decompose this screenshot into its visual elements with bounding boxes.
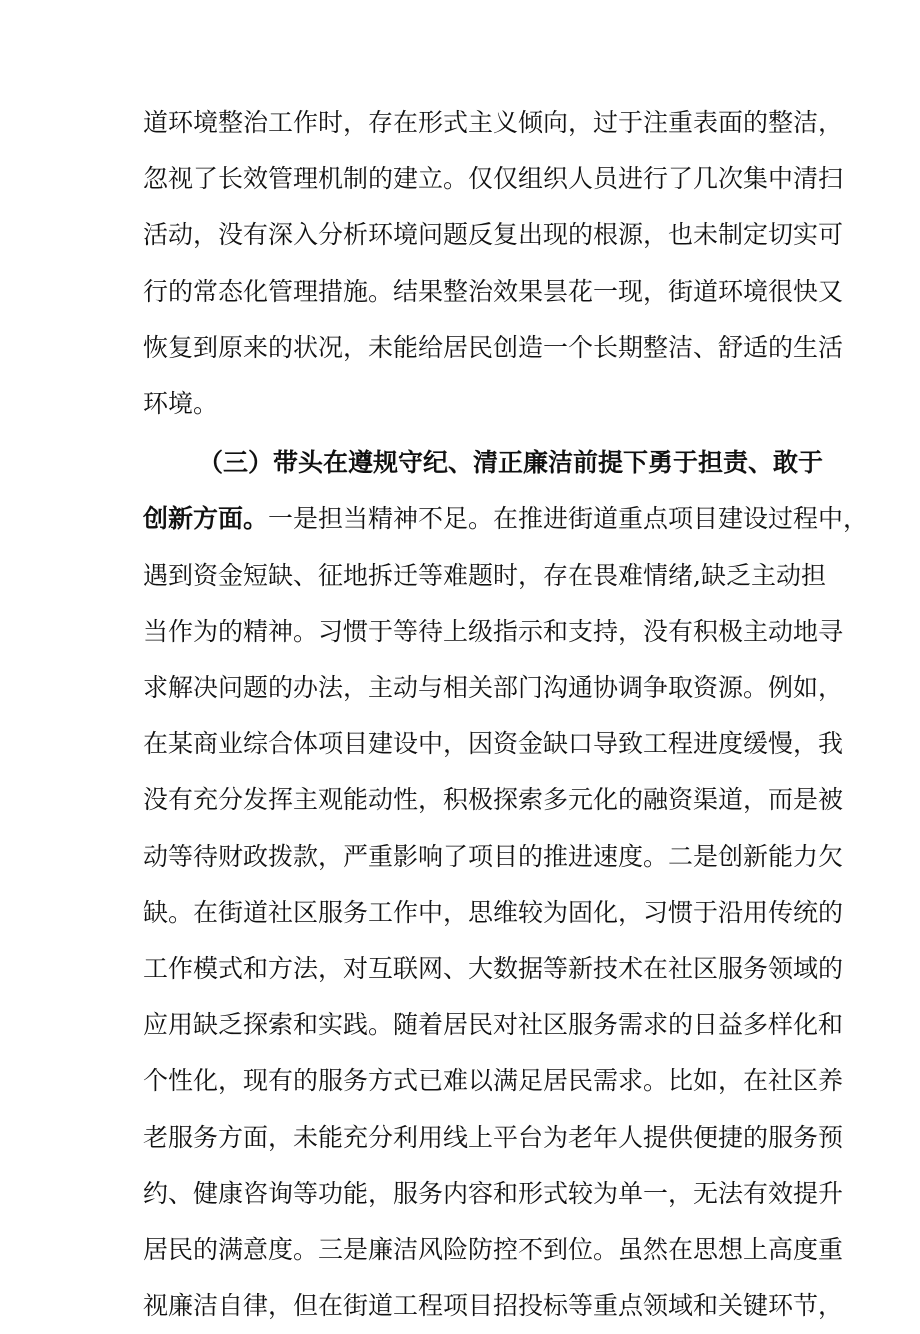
body-text-line: 缺。在街道社区服务工作中，思维较为固化，习惯于沿用传统的: [143, 898, 844, 927]
body-text-line: 应用缺乏探索和实践。随着居民对社区服务需求的日益多样化和: [143, 1010, 844, 1039]
body-text-segment: 一是担当精神不足。在推进街道重点项目建设过程中，: [268, 504, 869, 533]
section-heading-end: 创新方面。: [143, 504, 269, 533]
body-text-line: 环境。: [143, 389, 219, 418]
body-text-line: 活动，没有深入分析环境问题反复出现的根源，也未制定切实可: [143, 220, 844, 249]
body-text-line: 遇到资金短缺、征地拆迁等难题时，存在畏难情绪,缺乏主动担: [143, 561, 826, 590]
body-text-line: 没有充分发挥主观能动性，积极探索多元化的融资渠道，而是被: [143, 785, 844, 814]
body-text-line: 恢复到原来的状况，未能给居民创造一个长期整洁、舒适的生活: [143, 333, 844, 362]
body-text-line: 行的常态化管理措施。结果整治效果昙花一现，街道环境很快又: [143, 277, 844, 306]
body-text-line: 在某商业综合体项目建设中，因资金缺口导致工程进度缓慢，我: [143, 729, 844, 758]
body-text-line: 工作模式和方法，对互联网、大数据等新技术在社区服务领域的: [143, 954, 844, 983]
body-text-line: 居民的满意度。三是廉洁风险防控不到位。虽然在思想上高度重: [143, 1235, 844, 1264]
body-text-line: 老服务方面，未能充分利用线上平台为老年人提供便捷的服务预: [143, 1123, 844, 1152]
body-text-line: 求解决问题的办法，主动与相关部门沟通协调争取资源。例如，: [143, 673, 844, 702]
body-text-line: 视廉洁自律，但在街道工程项目招投标等重点领域和关键环节，: [143, 1291, 844, 1320]
section-heading-line: （三）带头在遵规守纪、清正廉洁前提下勇于担责、敢于: [198, 448, 824, 477]
body-text-line: 当作为的精神。习惯于等待上级指示和支持，没有积极主动地寻: [143, 617, 844, 646]
body-text-line: 约、健康咨询等功能，服务内容和形式较为单一，无法有效提升: [143, 1179, 844, 1208]
section-heading-continuation: [143, 491, 869, 547]
body-text-line: 道环境整治工作时，存在形式主义倾向，过于注重表面的整洁，: [143, 108, 844, 137]
body-text-line: 个性化，现有的服务方式已难以满足居民需求。比如，在社区养: [143, 1066, 844, 1095]
body-text-line: 动等待财政拨款，严重影响了项目的推进速度。二是创新能力欠: [143, 842, 844, 871]
body-text-line: 忽视了长效管理机制的建立。仅仅组织人员进行了几次集中清扫: [143, 164, 844, 193]
